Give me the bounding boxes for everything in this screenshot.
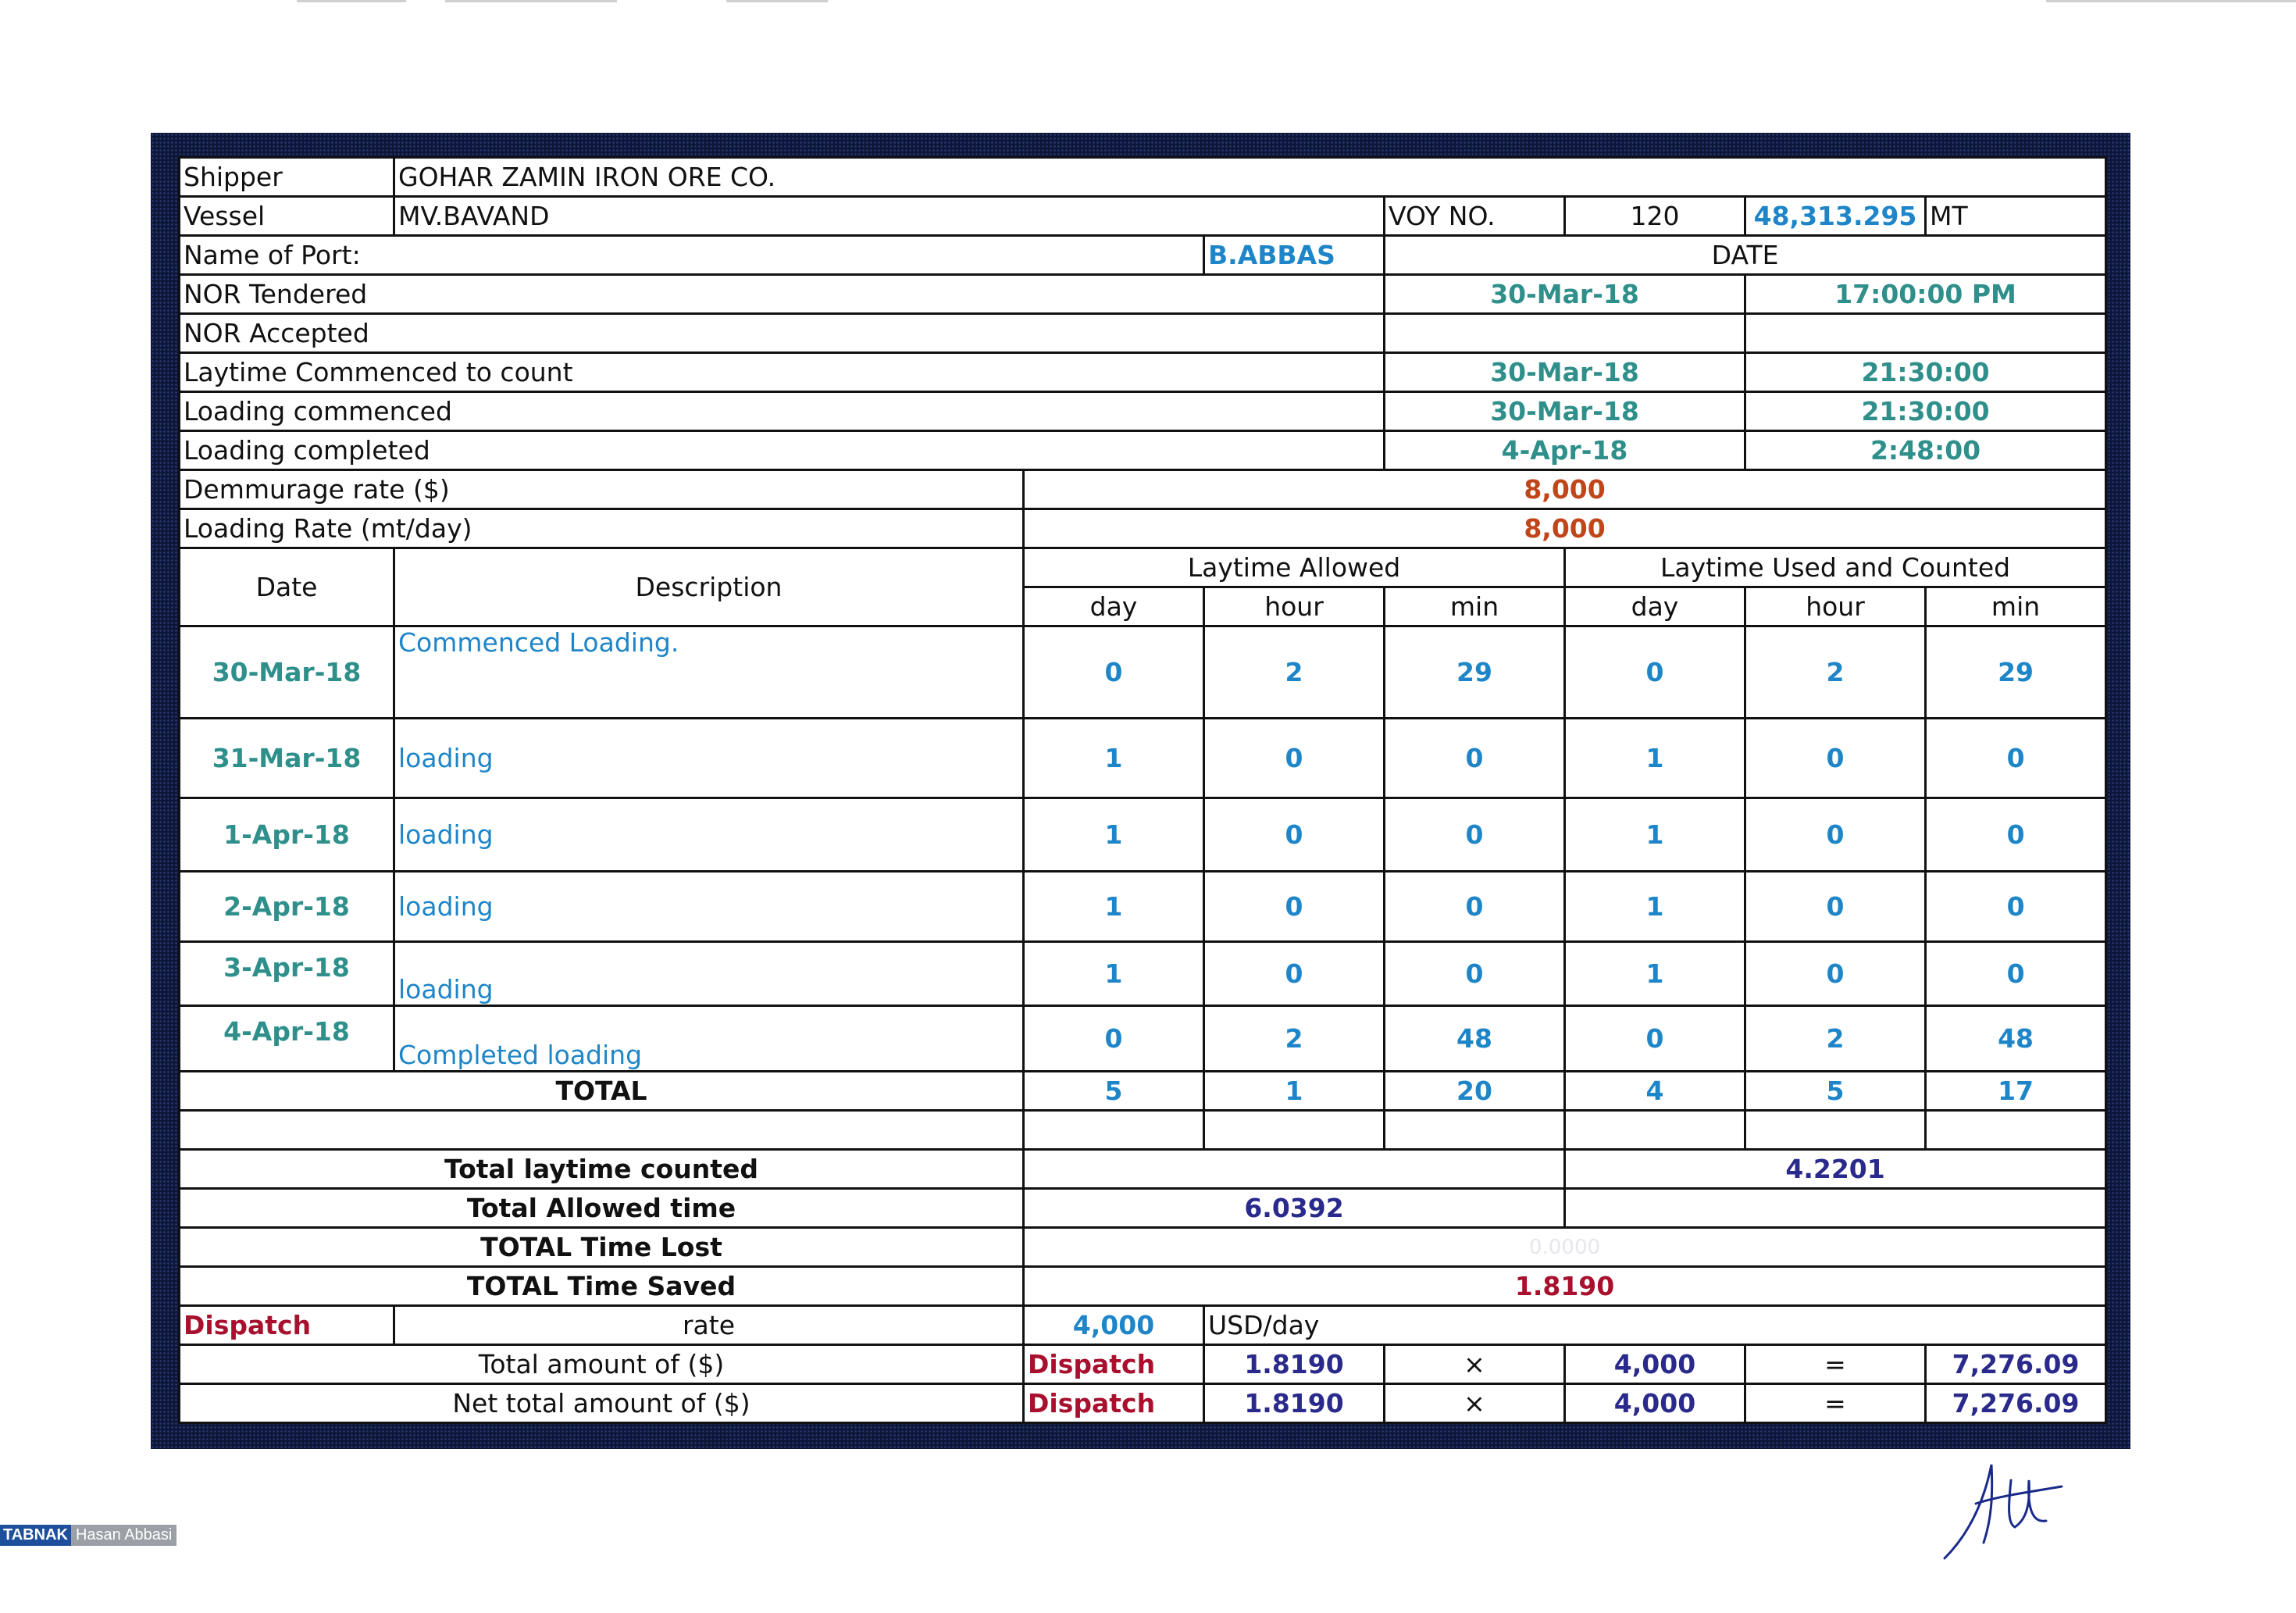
multiply-sign: × — [1385, 1384, 1565, 1423]
blank-cell — [1385, 1111, 1565, 1150]
row-description: Commenced Loading. — [394, 626, 1024, 719]
total-label: TOTAL — [180, 1072, 1024, 1111]
allowed-day: 1 — [1024, 942, 1204, 1006]
used-day: 1 — [1565, 798, 1745, 872]
total-used-hour: 5 — [1745, 1072, 1926, 1111]
event-row — [180, 275, 2106, 314]
used-day: 1 — [1565, 872, 1745, 942]
time-saved-value: 1.8190 — [1024, 1267, 2106, 1306]
row-description: loading — [394, 798, 1024, 872]
total-used-day: 4 — [1565, 1072, 1745, 1111]
blank-cell — [1204, 1111, 1385, 1150]
row-date: 3-Apr-18 — [180, 942, 394, 1006]
total-amount-days: 1.8190 — [1204, 1345, 1385, 1384]
laytime-sheet — [178, 156, 2105, 1422]
allowed-time-value: 6.0392 — [1024, 1189, 1565, 1228]
laytime-used-header: Laytime Used and Counted — [1565, 548, 2106, 587]
blank-cell — [1926, 1111, 2106, 1150]
scan-mark — [726, 0, 828, 2]
row-description: Completed loading — [394, 1006, 1024, 1072]
vessel-value: MV.BAVAND — [394, 197, 1385, 236]
used-hour: 0 — [1745, 872, 1926, 942]
shipper-row — [180, 158, 2106, 197]
allowed-day: 1 — [1024, 872, 1204, 942]
time-saved-label: TOTAL Time Saved — [180, 1267, 1024, 1306]
demurrage-label: Demmurage rate ($) — [180, 470, 1024, 509]
blank-cell — [180, 1111, 1024, 1150]
equals-sign: = — [1745, 1345, 1926, 1384]
voy-value: 120 — [1565, 197, 1745, 236]
multiply-sign: × — [1385, 1345, 1565, 1384]
dispatch-label: Dispatch — [180, 1306, 394, 1345]
allowed-day: 1 — [1024, 719, 1204, 798]
event-row — [180, 314, 2106, 353]
total-allowed-day: 5 — [1024, 1072, 1204, 1111]
demurrage-row — [180, 470, 2106, 509]
event-time — [1745, 314, 2106, 353]
table-row — [180, 798, 2106, 872]
net-amount-value: 7,276.09 — [1926, 1384, 2106, 1423]
scan-mark — [2046, 0, 2296, 2]
laytime-counted-row — [180, 1150, 2106, 1189]
event-time: 21:30:00 — [1745, 353, 2106, 392]
row-date: 2-Apr-18 — [180, 872, 394, 942]
row-date: 1-Apr-18 — [180, 798, 394, 872]
used-hour: 0 — [1745, 719, 1926, 798]
signature-icon — [1937, 1449, 2070, 1566]
table-row — [180, 942, 2106, 1006]
event-date: 30-Mar-18 — [1385, 275, 1745, 314]
blank-cell — [1024, 1150, 1565, 1189]
allowed-min: 48 — [1385, 1006, 1565, 1072]
allowed-time-row — [180, 1189, 2106, 1228]
row-date: 31-Mar-18 — [180, 719, 394, 798]
loading-rate-value: 8,000 — [1024, 509, 2106, 548]
total-used-min: 17 — [1926, 1072, 2106, 1111]
allowed-time-label: Total Allowed time — [180, 1189, 1024, 1228]
allowed-min: 0 — [1385, 719, 1565, 798]
net-amount-row — [180, 1384, 2106, 1423]
row-description: loading — [394, 942, 1024, 1006]
allowed-min-header: min — [1385, 587, 1565, 626]
used-hour-header: hour — [1745, 587, 1926, 626]
vessel-row — [180, 197, 2106, 236]
allowed-min: 0 — [1385, 942, 1565, 1006]
laytime-counted-label: Total laytime counted — [180, 1150, 1024, 1189]
total-allowed-min: 20 — [1385, 1072, 1565, 1111]
port-row — [180, 236, 2106, 275]
voy-label: VOY NO. — [1385, 197, 1565, 236]
quantity-unit: MT — [1926, 197, 2106, 236]
total-amount-row — [180, 1345, 2106, 1384]
used-min: 0 — [1926, 719, 2106, 798]
dispatch-rate-row — [180, 1306, 2106, 1345]
allowed-hour: 2 — [1204, 1006, 1385, 1072]
total-amount-rate: 4,000 — [1565, 1345, 1745, 1384]
event-date: 30-Mar-18 — [1385, 353, 1745, 392]
quantity-value: 48,313.295 — [1745, 197, 1926, 236]
source-watermark — [0, 1524, 176, 1546]
used-hour: 0 — [1745, 798, 1926, 872]
allowed-min: 29 — [1385, 626, 1565, 719]
equals-sign: = — [1745, 1384, 1926, 1423]
event-time: 17:00:00 PM — [1745, 275, 2106, 314]
blank-cell — [1745, 1111, 1926, 1150]
time-lost-row — [180, 1228, 2106, 1267]
allowed-hour: 0 — [1204, 719, 1385, 798]
laytime-counted-value: 4.2201 — [1565, 1150, 2106, 1189]
used-day: 0 — [1565, 626, 1745, 719]
used-day: 1 — [1565, 942, 1745, 1006]
author-label: Hasan Abbasi — [71, 1525, 176, 1546]
total-amount-value: 7,276.09 — [1926, 1345, 2106, 1384]
laytime-allowed-header: Laytime Allowed — [1024, 548, 1565, 587]
blank-cell — [1565, 1111, 1745, 1150]
event-row — [180, 353, 2106, 392]
event-time: 21:30:00 — [1745, 392, 2106, 431]
laytime-statement-table — [178, 156, 2107, 1424]
column-group-header — [180, 548, 2106, 587]
table-row — [180, 719, 2106, 798]
shipper-label: Shipper — [180, 158, 394, 197]
rate-label: rate — [394, 1306, 1024, 1345]
vessel-label: Vessel — [180, 197, 394, 236]
event-row — [180, 392, 2106, 431]
used-min: 29 — [1926, 626, 2106, 719]
time-lost-value: 0.0000 — [1024, 1228, 2106, 1267]
scan-mark — [297, 0, 406, 2]
allowed-hour: 2 — [1204, 626, 1385, 719]
event-date — [1385, 314, 1745, 353]
table-row — [180, 626, 2106, 719]
blank-cell — [1565, 1189, 2106, 1228]
net-amount-label: Net total amount of ($) — [180, 1384, 1024, 1423]
brand-label: TABNAK — [0, 1525, 71, 1546]
used-day: 1 — [1565, 719, 1745, 798]
allowed-min: 0 — [1385, 798, 1565, 872]
time-saved-row — [180, 1267, 2106, 1306]
net-amount-rate: 4,000 — [1565, 1384, 1745, 1423]
allowed-day: 0 — [1024, 1006, 1204, 1072]
used-day-header: day — [1565, 587, 1745, 626]
row-description: loading — [394, 719, 1024, 798]
row-date: 30-Mar-18 — [180, 626, 394, 719]
event-label: NOR Tendered — [180, 275, 1385, 314]
date-header: DATE — [1385, 236, 2106, 275]
allowed-hour: 0 — [1204, 798, 1385, 872]
allowed-day: 0 — [1024, 626, 1204, 719]
table-row — [180, 1006, 2106, 1072]
event-label: Laytime Commenced to count — [180, 353, 1385, 392]
event-time: 2:48:00 — [1745, 431, 2106, 470]
allowed-day: 1 — [1024, 798, 1204, 872]
event-date: 30-Mar-18 — [1385, 392, 1745, 431]
used-hour: 2 — [1745, 626, 1926, 719]
net-amount-kind: Dispatch — [1024, 1384, 1204, 1423]
total-amount-kind: Dispatch — [1024, 1345, 1204, 1384]
used-min: 48 — [1926, 1006, 2106, 1072]
used-min: 0 — [1926, 798, 2106, 872]
event-date: 4-Apr-18 — [1385, 431, 1745, 470]
allowed-hour: 0 — [1204, 942, 1385, 1006]
table-row — [180, 872, 2106, 942]
allowed-min: 0 — [1385, 872, 1565, 942]
allowed-day-header: day — [1024, 587, 1204, 626]
used-hour: 2 — [1745, 1006, 1926, 1072]
blank-cell — [1024, 1111, 1204, 1150]
event-row — [180, 431, 2106, 470]
date-column-header: Date — [180, 548, 394, 626]
row-date: 4-Apr-18 — [180, 1006, 394, 1072]
loading-rate-label: Loading Rate (mt/day) — [180, 509, 1024, 548]
port-label: Name of Port: — [180, 236, 1204, 275]
used-min: 0 — [1926, 872, 2106, 942]
loading-rate-row — [180, 509, 2106, 548]
total-allowed-hour: 1 — [1204, 1072, 1385, 1111]
dispatch-rate-unit: USD/day — [1204, 1306, 2106, 1345]
net-amount-days: 1.8190 — [1204, 1384, 1385, 1423]
used-min-header: min — [1926, 587, 2106, 626]
event-label: Loading commenced — [180, 392, 1385, 431]
time-lost-label: TOTAL Time Lost — [180, 1228, 1024, 1267]
port-value: B.ABBAS — [1204, 236, 1385, 275]
event-label: Loading completed — [180, 431, 1385, 470]
total-amount-label: Total amount of ($) — [180, 1345, 1024, 1384]
used-day: 0 — [1565, 1006, 1745, 1072]
used-hour: 0 — [1745, 942, 1926, 1006]
used-min: 0 — [1926, 942, 2106, 1006]
demurrage-value: 8,000 — [1024, 470, 2106, 509]
dispatch-rate-value: 4,000 — [1024, 1306, 1204, 1345]
total-row — [180, 1072, 2106, 1111]
scan-mark — [445, 0, 617, 2]
event-label: NOR Accepted — [180, 314, 1385, 353]
blank-row — [180, 1111, 2106, 1150]
row-description: loading — [394, 872, 1024, 942]
allowed-hour: 0 — [1204, 872, 1385, 942]
allowed-hour-header: hour — [1204, 587, 1385, 626]
shipper-value: GOHAR ZAMIN IRON ORE CO. — [394, 158, 2106, 197]
description-column-header: Description — [394, 548, 1024, 626]
